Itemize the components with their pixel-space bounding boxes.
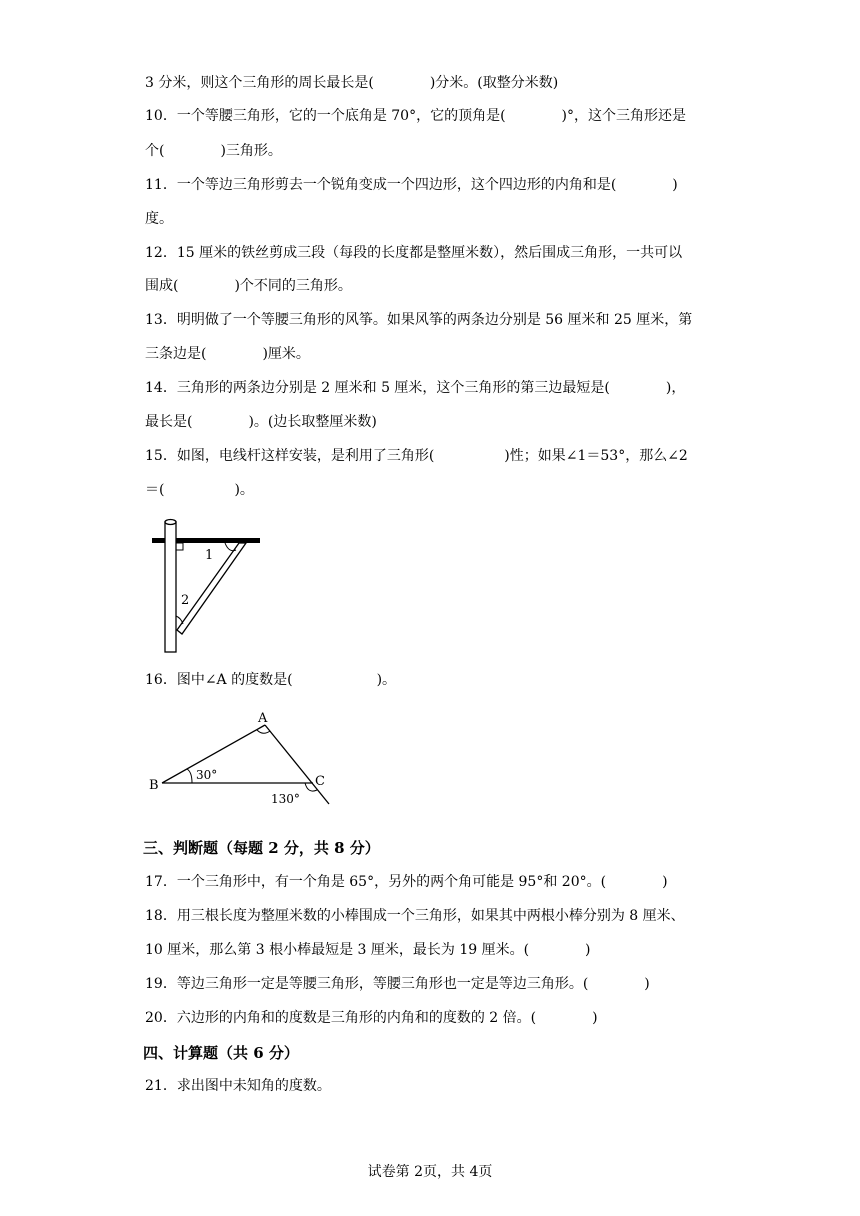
vertex-b-label: B: [149, 778, 159, 793]
question-14-line-1: 14．三角形的两条边分别是 2 厘米和 5 厘米，这个三角形的第三边最短是( )，: [145, 380, 686, 396]
question-21: 21．求出图中未知角的度数。: [145, 1078, 331, 1094]
angle-b-value: 30°: [196, 768, 218, 782]
page-footer: 试卷第 2页，共 4页: [367, 1164, 493, 1180]
vertex-a-label: A: [258, 711, 268, 726]
section-3-heading: 三、判断题（每题 2 分，共 8 分）: [143, 839, 380, 857]
question-14-line-2: 最长是( )。(边长取整厘米数): [145, 414, 377, 430]
utility-pole-figure: [145, 512, 270, 657]
question-18-line-1: 18．用三根长度为整厘米数的小棒围成一个三角形，如果其中两根小棒分别为 8 厘米、: [145, 908, 685, 924]
angle-1-label: 1: [205, 548, 214, 563]
question-10-line-2: 个( )三角形。: [145, 143, 282, 159]
triangle-abc-figure: [145, 710, 345, 810]
question-11-line-1: 11．一个等边三角形剪去一个锐角变成一个四边形，这个四边形的内角和是( ): [145, 177, 678, 193]
question-15-line-1: 15．如图，电线杆这样安装，是利用了三角形( )性；如果∠1＝53°，那么∠2: [145, 448, 688, 464]
question-12-line-2: 围成( )个不同的三角形。: [145, 278, 352, 294]
question-18-line-2: 10 厘米，那么第 3 根小棒最短是 3 厘米，最长为 19 厘米。( ): [145, 942, 591, 958]
question-15-line-2: ＝( )。: [145, 482, 254, 498]
angle-c-value: 130°: [271, 792, 300, 806]
question-19: 19．等边三角形一定是等腰三角形，等腰三角形也一定是等边三角形。( ): [145, 976, 650, 992]
question-11-line-2: 度。: [145, 211, 173, 227]
question-17: 17．一个三角形中，有一个角是 65°，另外的两个角可能是 95°和 20°。( ): [145, 874, 668, 890]
question-16: 16．图中∠A 的度数是( )。: [145, 672, 397, 688]
question-9-continuation: 3 分米，则这个三角形的周长最长是( )分米。(取整分米数): [145, 75, 559, 91]
question-13-line-2: 三条边是( )厘米。: [145, 346, 310, 362]
angle-2-label: 2: [181, 593, 190, 608]
question-20: 20．六边形的内角和的度数是三角形的内角和的度数的 2 倍。( ): [145, 1010, 598, 1026]
question-10-line-1: 10．一个等腰三角形，它的一个底角是 70°，它的顶角是( )°，这个三角形还是: [145, 108, 687, 124]
question-13-line-1: 13．明明做了一个等腰三角形的风筝。如果风筝的两条边分别是 56 厘米和 25 厘米，第: [145, 312, 693, 328]
vertex-c-label: C: [315, 774, 325, 789]
section-4-heading: 四、计算题（共 6 分）: [143, 1044, 299, 1062]
question-12-line-1: 12．15 厘米的铁丝剪成三段（每段的长度都是整厘米数），然后围成三角形，一共可以: [145, 245, 683, 261]
